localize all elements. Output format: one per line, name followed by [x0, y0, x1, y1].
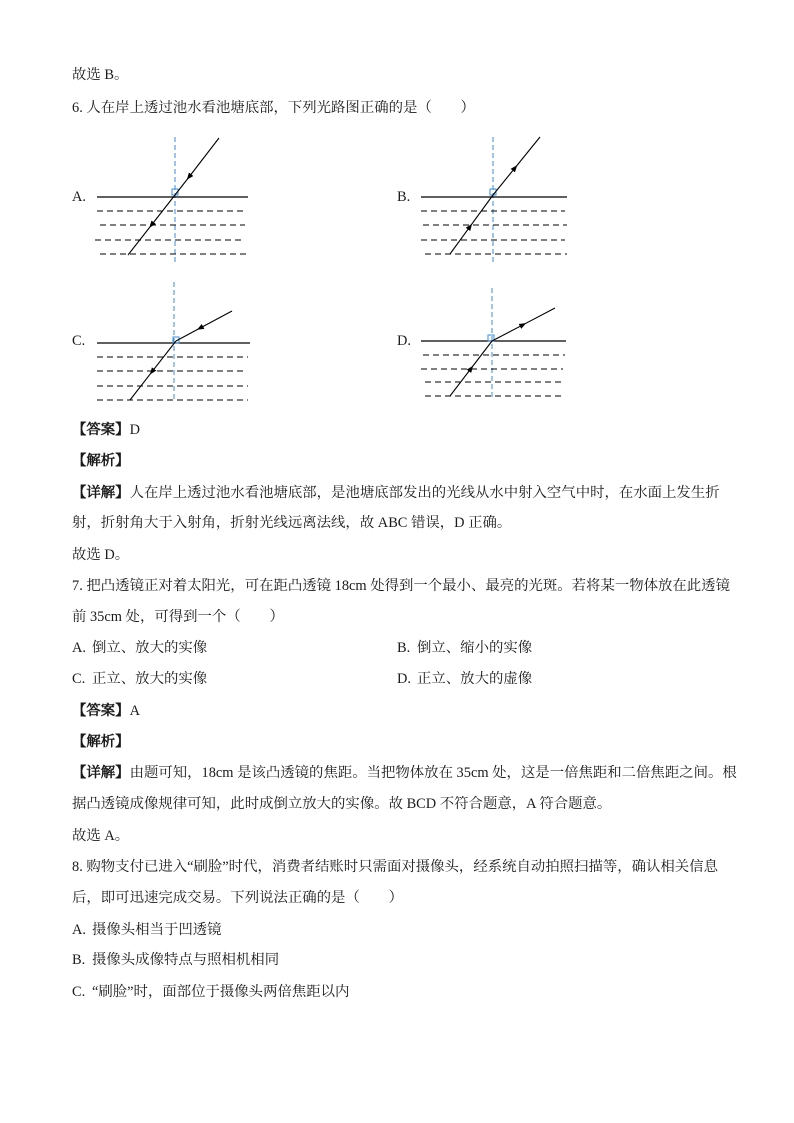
q6-stem: 6. 人在岸上透过池水看池塘底部，下列光路图正确的是（ ）: [72, 100, 475, 116]
option-label: B.: [397, 640, 411, 656]
q6-light-path-diagrams: [60, 125, 600, 415]
q7-analysis: [72, 732, 130, 752]
q6-detail-line-1: [72, 483, 720, 503]
incident-ray: [175, 138, 219, 195]
option-text: 倒立、缩小的实像: [417, 640, 533, 656]
q6-detail-line-2: 射，折射角大于入射角，折射光线远离法线，故 ABC 错误，D 正确。: [72, 515, 512, 531]
option-text: 倒立、放大的实像: [92, 640, 208, 656]
q7-detail-line-1: [72, 763, 737, 783]
detail-text: 人在岸上透过池水看池塘底部，是池塘底部发出的光线从水中射入空气中时，在水面上发生折: [129, 485, 720, 501]
q8-option-c: [72, 982, 349, 1002]
incident-ray: [176, 311, 232, 341]
q7-answer: [72, 701, 140, 721]
option-label: B.: [72, 952, 86, 968]
diagram-a: [95, 137, 248, 262]
diagram-d: [421, 288, 566, 400]
option-text: 摄像头相当于凹透镜: [92, 922, 222, 938]
q6-option-b-label: B.: [397, 189, 411, 205]
option-text: 正立、放大的实像: [92, 671, 208, 687]
q6-option-c-label: C.: [72, 333, 86, 349]
q7-conclusion: 故选 A。: [72, 828, 130, 844]
option-label: C.: [72, 984, 86, 1000]
option-label: A.: [72, 922, 86, 938]
q7-option-a: [72, 638, 207, 658]
q6-option-a-label: A.: [72, 189, 86, 205]
detail-tag: 【详解】: [72, 485, 130, 501]
q8-option-a: [72, 920, 222, 940]
analysis-tag: 【解析】: [72, 734, 130, 750]
option-text: 正立、放大的虚像: [417, 671, 533, 687]
answer-value: D: [129, 422, 140, 438]
q7-stem-line-2: 前 35cm 处，可得到一个（ ）: [72, 609, 284, 625]
refracted-ray: [492, 308, 555, 341]
analysis-tag: 【解析】: [72, 453, 130, 469]
q6-option-d-label: D.: [397, 333, 411, 349]
diagram-b: [421, 137, 567, 262]
option-text: 摄像头成像特点与照相机相同: [92, 952, 280, 968]
q7-option-d: [397, 669, 532, 689]
q6-analysis: [72, 451, 130, 471]
option-label: C.: [72, 671, 86, 687]
q7-detail-line-2: 据凸透镜成像规律可知，此时成倒立放大的实像。故 BCD 不符合题意，A 符合题意。: [72, 796, 612, 812]
option-label: D.: [397, 671, 411, 687]
option-text: “刷脸”时，面部位于摄像头两倍焦距以内: [92, 984, 350, 1000]
q7-option-b: [397, 638, 532, 658]
q8-stem-line-2: 后，即可迅速完成交易。下列说法正确的是（ ）: [72, 890, 403, 906]
q7-option-c: [72, 669, 207, 689]
answer-tag: 【答案】: [72, 703, 130, 719]
detail-text: 由题可知，18cm 是该凸透镜的焦距。当把物体放在 35cm 处，这是一倍焦距和二倍焦距之间。根: [129, 765, 737, 781]
q5-conclusion: 故选 B。: [72, 67, 129, 83]
q6-answer: [72, 420, 140, 440]
diagram-c: [97, 282, 250, 402]
answer-tag: 【答案】: [72, 422, 130, 438]
detail-tag: 【详解】: [72, 765, 130, 781]
answer-value: A: [129, 703, 140, 719]
q8-option-b: [72, 950, 279, 970]
refracted-ray: [493, 137, 540, 195]
q8-stem-line-1: 8. 购物支付已进入“刷脸”时代，消费者结账时只需面对摄像头，经系统自动拍照扫描等，确认相关信息: [72, 859, 718, 875]
q6-conclusion: 故选 D。: [72, 547, 130, 563]
option-label: A.: [72, 640, 86, 656]
q7-stem-line-1: 7. 把凸透镜正对着太阳光，可在距凸透镜 18cm 处得到一个最小、最亮的光斑。若将某一物体放在此透镜: [72, 578, 730, 594]
